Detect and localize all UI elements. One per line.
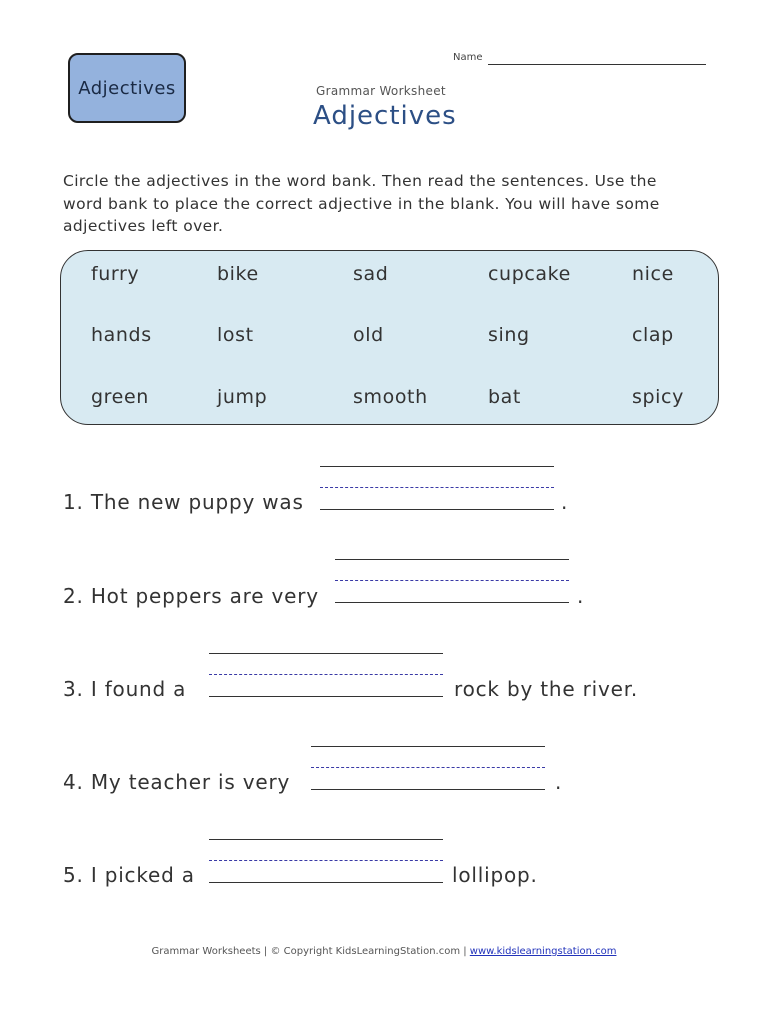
- worksheet-subtitle: Grammar Worksheet: [316, 84, 446, 98]
- footer: [0, 946, 768, 957]
- sentence-5: 5. I picked a: [63, 863, 195, 887]
- footer-website-link[interactable]: www.kidslearningstation.com: [469, 946, 617, 957]
- word-bank-word[interactable]: bike: [217, 263, 259, 285]
- word-bank-word[interactable]: bat: [488, 386, 521, 408]
- worksheet-category-tag: [68, 53, 186, 123]
- word-bank-word[interactable]: sad: [353, 263, 389, 285]
- sentence-4-ending: .: [555, 770, 563, 794]
- word-bank-word[interactable]: clap: [632, 324, 674, 346]
- footer-copyright: Grammar Worksheets | © Copyright KidsLearningStation.com |: [151, 946, 470, 957]
- answer-blank-2[interactable]: [335, 559, 569, 603]
- sentence-3-ending: rock by the river.: [454, 677, 639, 701]
- word-bank-word[interactable]: cupcake: [488, 263, 571, 285]
- answer-blank-4[interactable]: [311, 746, 545, 790]
- word-bank-word[interactable]: old: [353, 324, 384, 346]
- answer-blank-3[interactable]: [209, 653, 443, 697]
- word-bank-word[interactable]: nice: [632, 263, 674, 285]
- word-bank-word[interactable]: lost: [217, 324, 254, 346]
- answer-blank-1[interactable]: [320, 466, 554, 510]
- word-bank-word[interactable]: hands: [91, 324, 152, 346]
- sentence-1: 1. The new puppy was: [63, 490, 304, 514]
- sentence-1-ending: .: [561, 490, 569, 514]
- word-bank-word[interactable]: spicy: [632, 386, 684, 408]
- word-bank-word[interactable]: furry: [91, 263, 140, 285]
- word-bank-word[interactable]: sing: [488, 324, 530, 346]
- answer-blank-5[interactable]: [209, 839, 443, 883]
- sentence-3: 3. I found a: [63, 677, 187, 701]
- sentence-2: 2. Hot peppers are very: [63, 584, 319, 608]
- word-bank-word[interactable]: green: [91, 386, 149, 408]
- name-label: Name: [453, 52, 483, 63]
- name-field[interactable]: [488, 64, 706, 65]
- sentence-5-ending: lollipop.: [452, 863, 538, 887]
- sentence-4: 4. My teacher is very: [63, 770, 291, 794]
- category-tag-label: Adjectives: [78, 77, 176, 99]
- word-bank: [60, 250, 719, 425]
- sentence-2-ending: .: [577, 584, 585, 608]
- word-bank-word[interactable]: smooth: [353, 386, 428, 408]
- word-bank-word[interactable]: jump: [217, 386, 268, 408]
- instructions-text: Circle the adjectives in the word bank. Then read the sentences. Use the word bank to place the correct adjective in the blank. You will have some adjectives left over.: [63, 172, 660, 235]
- worksheet-title: Adjectives: [313, 101, 457, 131]
